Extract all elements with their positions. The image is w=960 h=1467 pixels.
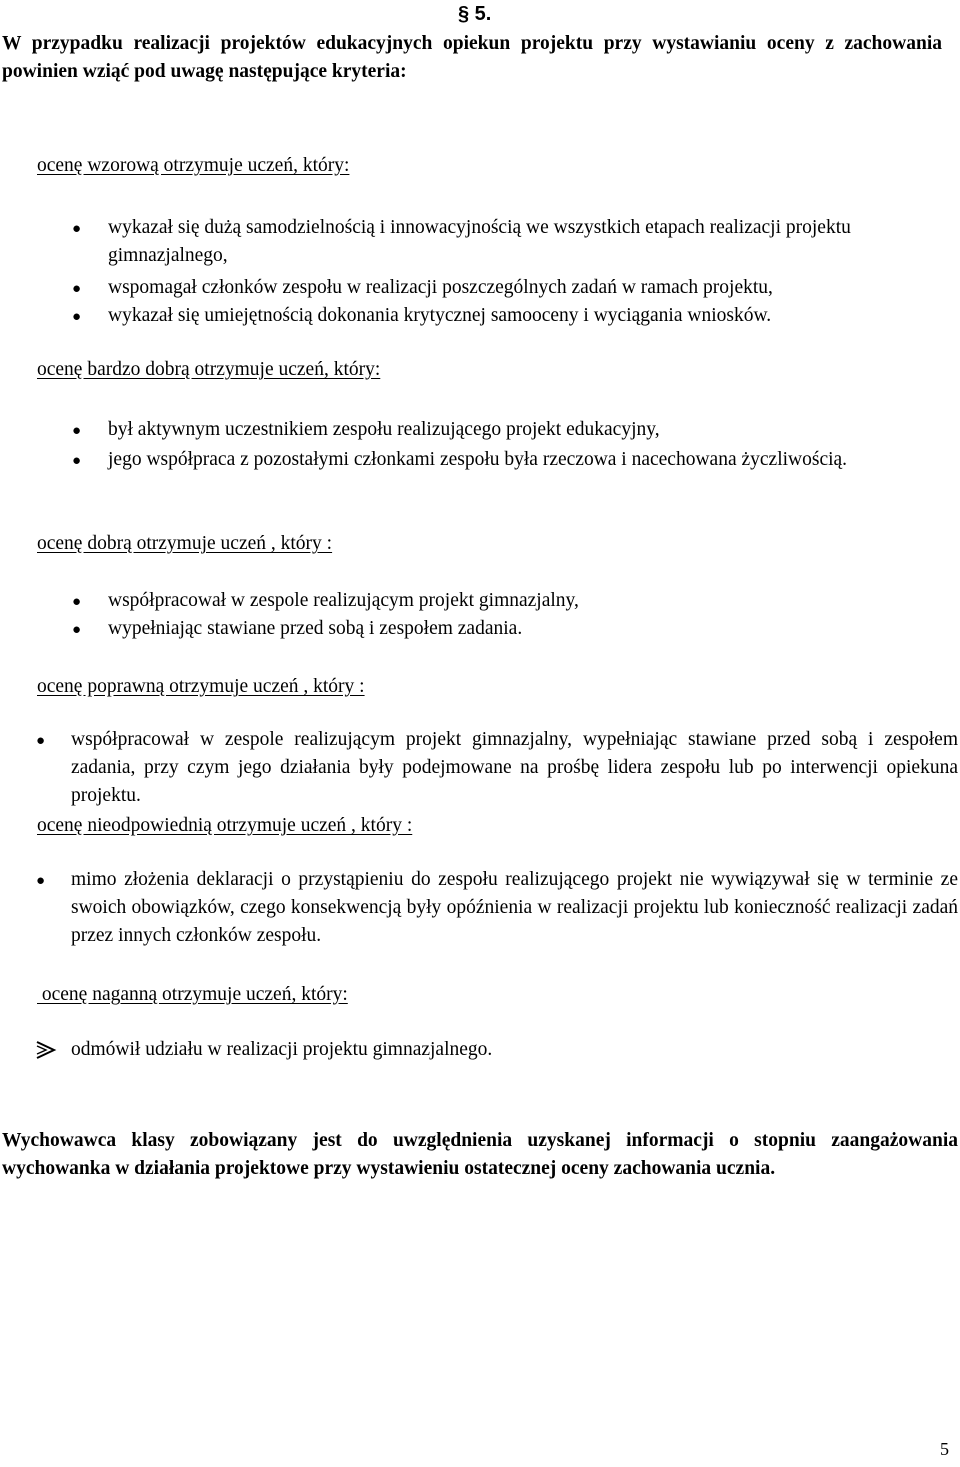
- list-item: jego współpraca z pozostałymi członkami zespołu była rzeczowa i nacechowana życzliwością.: [108, 449, 848, 470]
- arrowhead-bullet-icon: [34, 1040, 58, 1060]
- list-item: wspomagał członków zespołu w realizacji poszczególnych zadań w ramach projektu,: [108, 277, 773, 298]
- list-item: współpracował w zespole realizującym projekt gimnazjalny, wypełniając stawiane przed sobą i zespołem zadania, przy czym jego działania były podejmowane na prośbę lidera zespołu lub po interwencji opiekuna projektu.: [71, 729, 958, 806]
- list-item: odmówił udziału w realizacji projektu gimnazjalnego.: [71, 1039, 493, 1060]
- bullet-dot-icon: ●: [72, 594, 82, 610]
- bullet-dot-icon: ●: [36, 873, 46, 889]
- bullet-dot-icon: ●: [72, 221, 82, 237]
- page-number: 5: [940, 1439, 949, 1459]
- list-item: współpracował w zespole realizującym projekt gimnazjalny,: [108, 590, 579, 611]
- list-item: wykazał się dużą samodzielnością i innowacyjnością we wszystkich etapach realizacji projektu gimnazjalnego,: [108, 217, 851, 266]
- heading-dobra: ocenę dobrą otrzymuje uczeń , który :: [37, 533, 333, 554]
- bullet-dot-icon: ●: [72, 309, 82, 325]
- closing-paragraph: Wychowawca klasy zobowiązany jest do uwzględnienia uzyskanej informacji o stopniu zaangażowania wychowanka w działania projektowe przy wystawieniu ostatecznej oceny zachowania ucznia.: [2, 1130, 958, 1179]
- heading-nieodpowiednia: ocenę nieodpowiednią otrzymuje uczeń , który :: [37, 815, 413, 836]
- bullet-dot-icon: ●: [72, 453, 82, 469]
- bullet-dot-icon: ●: [72, 622, 82, 638]
- heading-wzorowa: ocenę wzorową otrzymuje uczeń, który:: [37, 155, 350, 176]
- list-item: wykazał się umiejętnością dokonania krytycznej samooceny i wyciągania wniosków.: [108, 305, 772, 326]
- list-item: mimo złożenia deklaracji o przystąpieniu do zespołu realizującego projekt nie wywiązywał się w terminie ze swoich obowiązków, czego konsekwencją były opóźnienia w realizacji projektu lub konieczność realizacji zadań przez innych członków zespołu.: [71, 869, 958, 946]
- heading-bardzo-dobra: ocenę bardzo dobrą otrzymuje uczeń, który:: [37, 359, 381, 380]
- intro-paragraph: W przypadku realizacji projektów edukacyjnych opiekun projektu przy wystawianiu oceny z zachowania powinien wziąć pod uwagę następujące kryteria:: [2, 33, 942, 82]
- list-item: wypełniając stawiane przed sobą i zespołem zadania.: [108, 618, 523, 639]
- list-item: był aktywnym uczestnikiem zespołu realizującego projekt edukacyjny,: [108, 419, 660, 440]
- bullet-dot-icon: ●: [36, 733, 46, 749]
- bullet-dot-icon: ●: [72, 423, 82, 439]
- heading-poprawna: ocenę poprawną otrzymuje uczeń , który :: [37, 676, 365, 697]
- bullet-dot-icon: ●: [72, 281, 82, 297]
- heading-naganna: ocenę naganną otrzymuje uczeń, który:: [37, 984, 348, 1005]
- section-mark: § 5.: [458, 3, 492, 25]
